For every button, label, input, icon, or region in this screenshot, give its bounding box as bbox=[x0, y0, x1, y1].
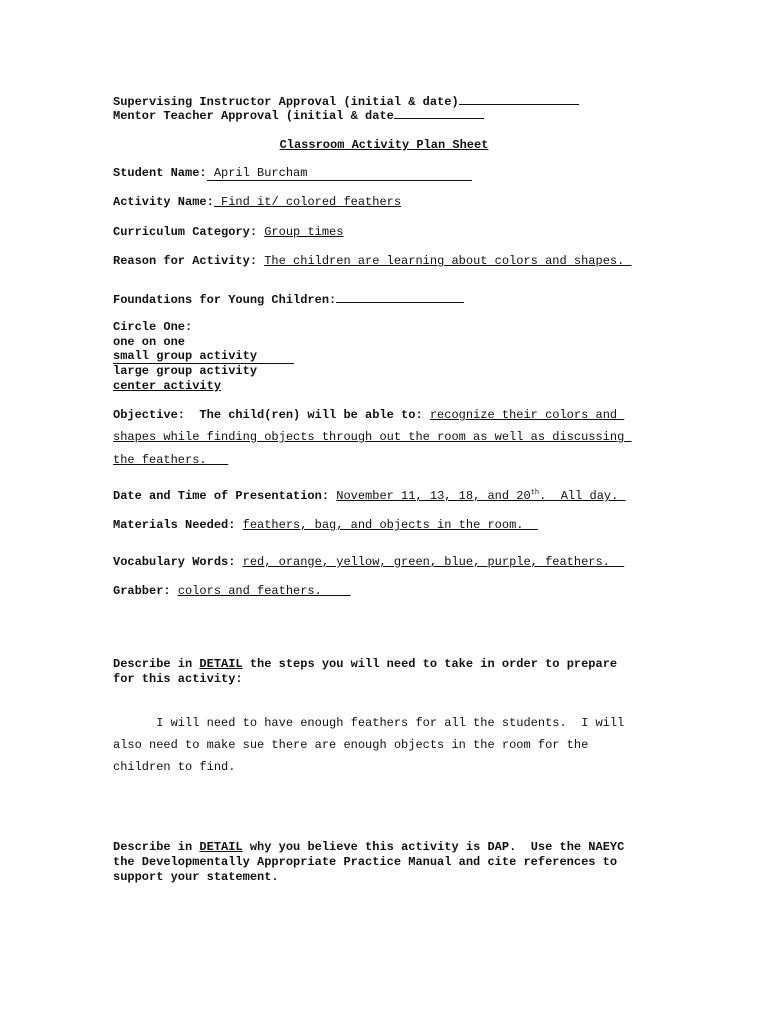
objective-line-1: recognize their colors and bbox=[429, 408, 625, 422]
reason-label: Reason for Activity: bbox=[113, 254, 258, 268]
prepare-answer-line-1: I will need to have enough feathers for all the students. I will bbox=[113, 716, 625, 730]
vocabulary-value: red, orange, yellow, green, blue, purple, feathers. bbox=[242, 555, 625, 569]
foundations-row bbox=[113, 291, 464, 307]
curriculum-category-label: Curriculum Category: bbox=[113, 225, 258, 239]
date-time-value-ordinal: th bbox=[530, 489, 540, 497]
prepare-question-post: the steps you will need to take in order to prepare bbox=[242, 657, 618, 671]
grabber-label: Grabber: bbox=[113, 584, 171, 598]
date-time-row bbox=[113, 489, 626, 503]
objective-line-2: shapes while finding objects through out the room as well as discussing bbox=[113, 430, 632, 444]
dap-question-post: why you believe this activity is DAP. Use the NAEYC bbox=[242, 840, 625, 854]
prepare-answer-line-2: also need to make sue there are enough objects in the room for the bbox=[113, 738, 589, 752]
mentor-approval-line bbox=[113, 107, 484, 123]
objective-label: Objective: The child(ren) will be able to: bbox=[113, 408, 423, 422]
option-small-group-text: small group activity bbox=[113, 349, 294, 364]
reason-value: The children are learning about colors and shapes. bbox=[264, 254, 632, 268]
curriculum-category-row bbox=[113, 225, 343, 239]
page-title: Classroom Activity Plan Sheet bbox=[279, 138, 489, 152]
prepare-question-emphasis: DETAIL bbox=[199, 657, 243, 671]
option-small-group bbox=[113, 349, 294, 364]
dap-question-emphasis: DETAIL bbox=[199, 840, 243, 854]
objective-line-3: the feathers. bbox=[113, 453, 229, 467]
option-one-on-one: one on one bbox=[113, 335, 186, 349]
dap-question-pre: Describe in bbox=[113, 840, 200, 854]
grabber-row bbox=[113, 584, 351, 598]
date-time-label: Date and Time of Presentation: bbox=[113, 489, 330, 503]
dap-question-line-3: support your statement. bbox=[113, 870, 279, 884]
grabber-value: colors and feathers. bbox=[177, 584, 351, 598]
supervising-approval-blank bbox=[459, 93, 579, 105]
objective-row bbox=[113, 408, 624, 422]
materials-row bbox=[113, 518, 538, 532]
curriculum-category-value: Group times bbox=[264, 225, 344, 239]
mentor-approval-blank bbox=[394, 107, 484, 119]
circle-one-label: Circle One: bbox=[113, 320, 193, 334]
activity-name-label: Activity Name: bbox=[113, 195, 214, 209]
prepare-question-pre: Describe in bbox=[113, 657, 200, 671]
foundations-blank bbox=[336, 291, 464, 303]
option-center-activity: center activity bbox=[113, 379, 222, 393]
mentor-approval-label: Mentor Teacher Approval (initial & date bbox=[113, 109, 394, 123]
materials-value: feathers, bag, and objects in the room. bbox=[242, 518, 538, 532]
student-name-row bbox=[113, 166, 472, 181]
dap-question-line-1 bbox=[113, 840, 624, 854]
option-large-group: large group activity bbox=[113, 364, 258, 378]
date-time-value bbox=[336, 489, 625, 503]
vocabulary-row bbox=[113, 555, 624, 569]
activity-name-row bbox=[113, 195, 401, 209]
student-name-label: Student Name: bbox=[113, 166, 207, 180]
dap-question-line-2: the Developmentally Appropriate Practice Manual and cite references to bbox=[113, 855, 618, 869]
date-time-value-tail: . All day. bbox=[539, 489, 626, 503]
activity-name-value: Find it/ colored feathers bbox=[213, 195, 402, 209]
vocabulary-label: Vocabulary Words: bbox=[113, 555, 236, 569]
student-name-value: April Burcham bbox=[207, 166, 472, 181]
prepare-question-line-1 bbox=[113, 657, 617, 671]
prepare-answer-line-3: children to find. bbox=[113, 760, 236, 774]
supervising-approval-label: Supervising Instructor Approval (initial & date) bbox=[113, 95, 459, 109]
materials-label: Materials Needed: bbox=[113, 518, 236, 532]
reason-row bbox=[113, 254, 632, 268]
date-time-value-main: November 11, 13, 18, and 20 bbox=[336, 489, 531, 503]
prepare-question-line-2: for this activity: bbox=[113, 672, 243, 686]
foundations-label: Foundations for Young Children: bbox=[113, 293, 337, 307]
